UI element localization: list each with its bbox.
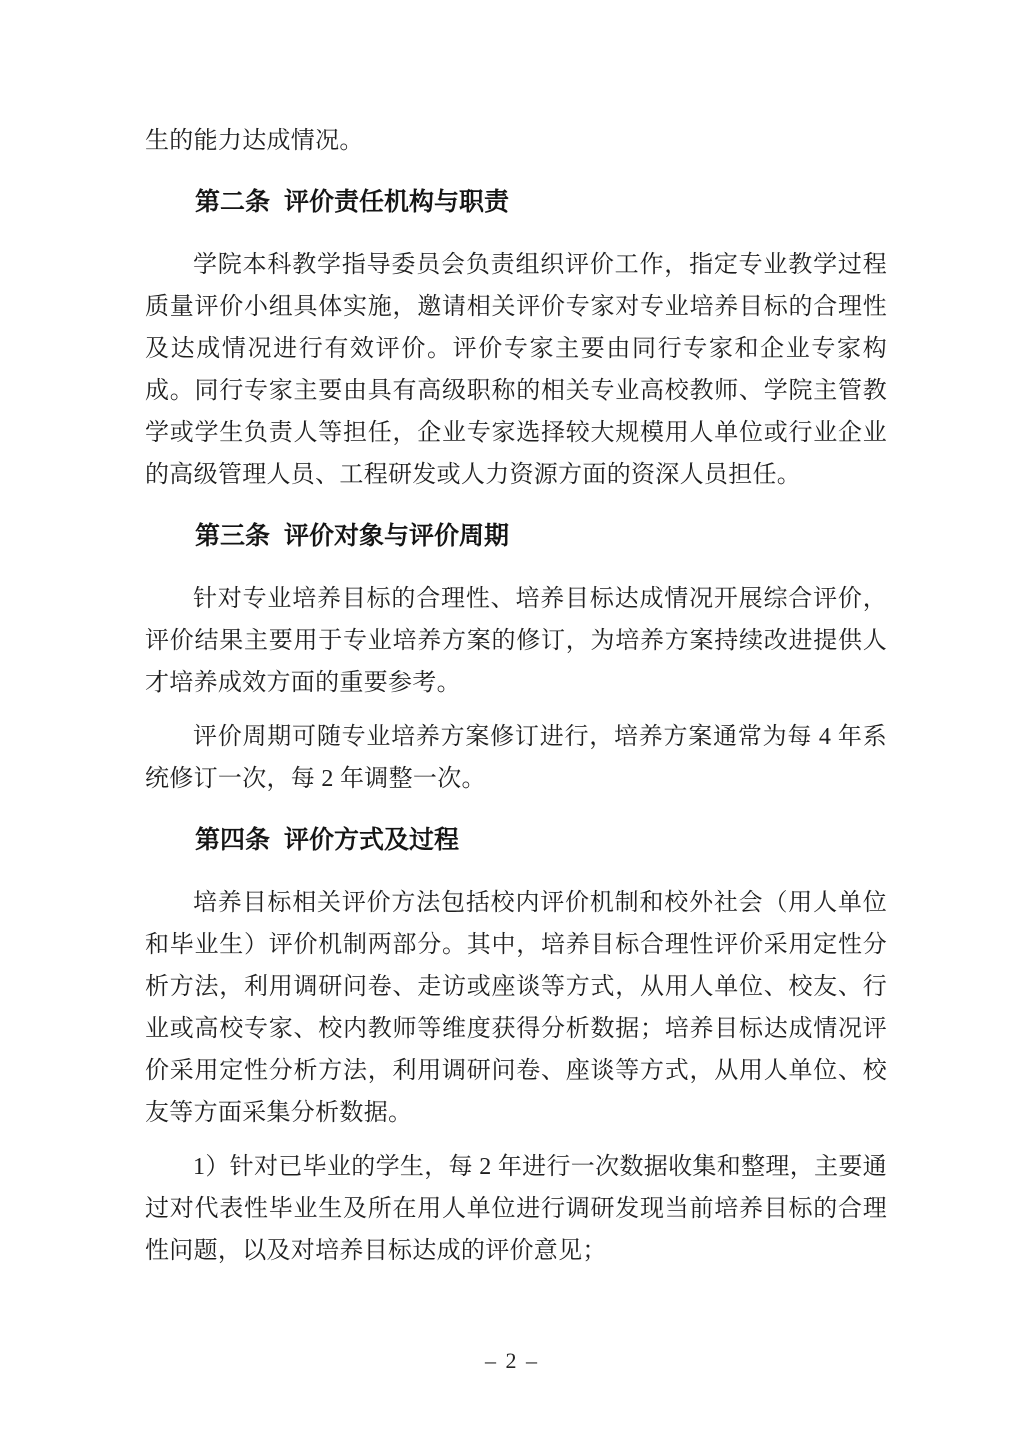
section-heading-article-4 (195, 820, 887, 862)
paragraph: 针对专业培养目标的合理性、培养目标达成情况开展综合评价，评价结果主要用于专业培养方案的修订，为培养方案持续改进提供人才培养成效方面的重要参考。 (145, 586, 887, 696)
paragraph-continuation: 生的能力达成情况。 (145, 128, 364, 154)
section-heading-article-2 (195, 182, 887, 224)
article-number: 第二条 (195, 189, 271, 216)
section-heading-article-3 (195, 516, 887, 558)
article-title: 评价对象与评价周期 (284, 523, 510, 550)
paragraph: 培养目标相关评价方法包括校内评价机制和校外社会（用人单位和毕业生）评价机制两部分。其中，培养目标合理性评价采用定性分析方法，利用调研问卷、走访或座谈等方式，从用人单位、校友、行业或高校专家、校内教师等维度获得分析数据；培养目标达成情况评价采用定性分析方法，利用调研问卷、座谈等方式，从用人单位、校友等方面采集分析数据。 (145, 890, 887, 1126)
article-number: 第三条 (195, 523, 271, 550)
paragraph: 评价周期可随专业培养方案修订进行，培养方案通常为每 4 年系统修订一次，每 2 年调整一次。 (145, 724, 887, 792)
article-title: 评价方式及过程 (284, 827, 460, 854)
article-number: 第四条 (195, 827, 271, 854)
article-title: 评价责任机构与职责 (284, 189, 510, 216)
paragraph: 学院本科教学指导委员会负责组织评价工作，指定专业教学过程质量评价小组具体实施，邀请相关评价专家对专业培养目标的合理性及达成情况进行有效评价。评价专家主要由同行专家和企业专家构成。同行专家主要由具有高级职称的相关专业高校教师、学院主管教学或学生负责人等担任，企业专家选择较大规模用人单位或行业企业的高级管理人员、工程研发或人力资源方面的资深人员担任。 (145, 252, 887, 488)
page-body (145, 108, 887, 1284)
paragraph: 1）针对已毕业的学生，每 2 年进行一次数据收集和整理，主要通过对代表性毕业生及所在用人单位进行调研发现当前培养目标的合理性问题，以及对培养目标达成的评价意见； (145, 1154, 887, 1264)
page-number: – 2 – (485, 1348, 539, 1373)
